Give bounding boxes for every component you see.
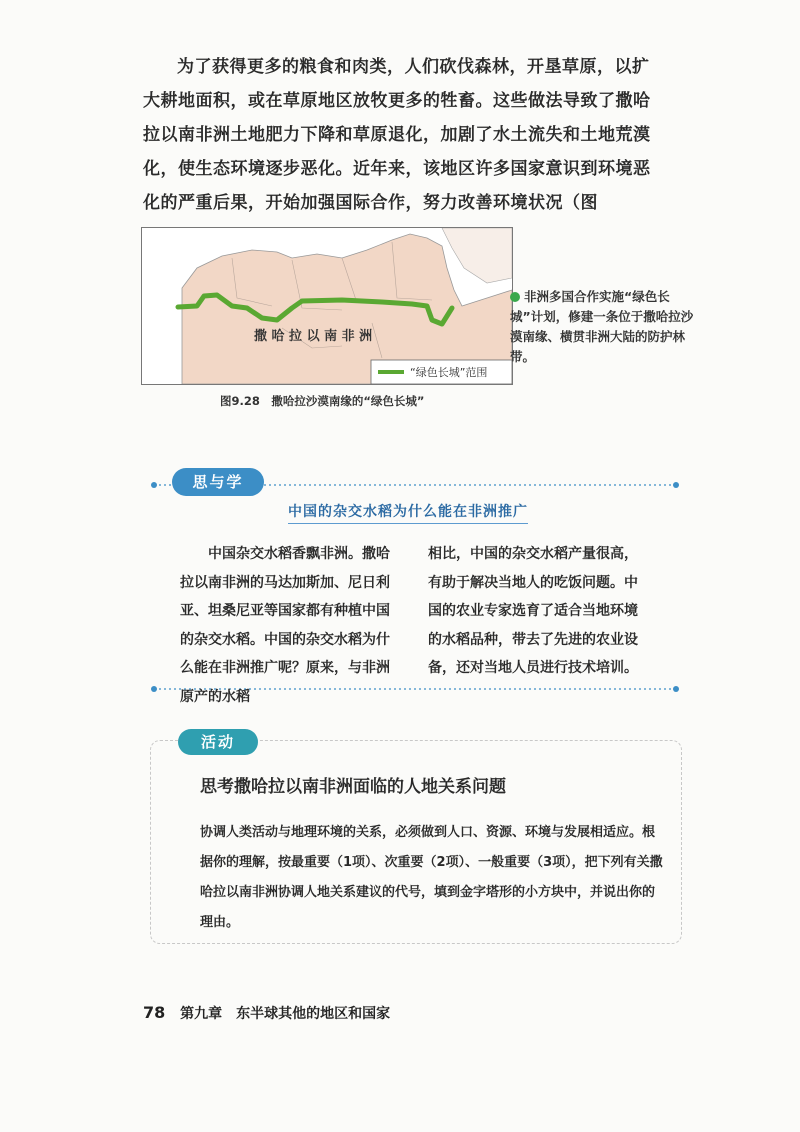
africa-map [142, 228, 512, 384]
think-title: 中国的杂交水稻为什么能在非洲推广 [288, 501, 528, 524]
activity-title: 思考撒哈拉以南非洲面临的人地关系问题 [200, 777, 506, 797]
think-left-column: 中国杂交水稻香飘非洲。撒哈拉以南非洲的马达加斯加、尼日利亚、坦桑尼亚等国家都有种植中国的杂交水稻。中国的杂交水稻为什么能在非洲推广呢？原来，与非洲原产的水稻 [180, 546, 390, 705]
page-number: 78 [143, 1003, 166, 1022]
map-caption-text: 非洲多国合作实施“绿色长城”计划，修建一条位于撒哈拉沙漠南缘、横贯非洲大陆的防护林带。 [510, 289, 694, 364]
figure-label: 图9.28 撒哈拉沙漠南缘的“绿色长城” [220, 394, 425, 408]
region-label: 撒 哈 拉 以 南 非 洲 [254, 329, 373, 344]
bullet-icon [510, 292, 520, 302]
page-footer [143, 1003, 390, 1023]
activity-body: 协调人类活动与地理环境的关系，必须做到人口、资源、环境与发展相适应。根据你的理解，按最重要（1项）、次重要（2项）、一般重要（3项），把下列有关撒哈拉以南非洲协调人地关系建议的代号，填到金字塔形的小方块中，并说出你的理由。 [200, 825, 663, 930]
map-caption [510, 287, 700, 367]
think-badge: 思与学 [172, 468, 264, 496]
arabia-land [442, 228, 512, 283]
legend-label: “绿色长城”范围 [410, 366, 488, 379]
map-figure [141, 227, 513, 385]
chapter-title: 第九章 东半球其他的地区和国家 [180, 1006, 391, 1022]
intro-paragraph: 为了获得更多的粮食和肉类，人们砍伐森林，开垦草原，以扩大耕地面积，或在草原地区放牧更多的牲畜。这些做法导致了撒哈拉以南非洲土地肥力下降和草原退化，加剧了水土流失和土地荒漠化，使生态环境逐步恶化。近年来，该地区许多国家意识到环境恶化的严重后果，开始加强国际合作，努力改善环境状况（图 [143, 57, 651, 213]
activity-badge: 活动 [178, 729, 258, 755]
think-right-column: 相比，中国的杂交水稻产量很高，有助于解决当地人的吃饭问题。中国的农业专家选育了适合当地环境的水稻品种，带去了先进的农业设备，还对当地人员进行技术培训。 [428, 546, 638, 676]
